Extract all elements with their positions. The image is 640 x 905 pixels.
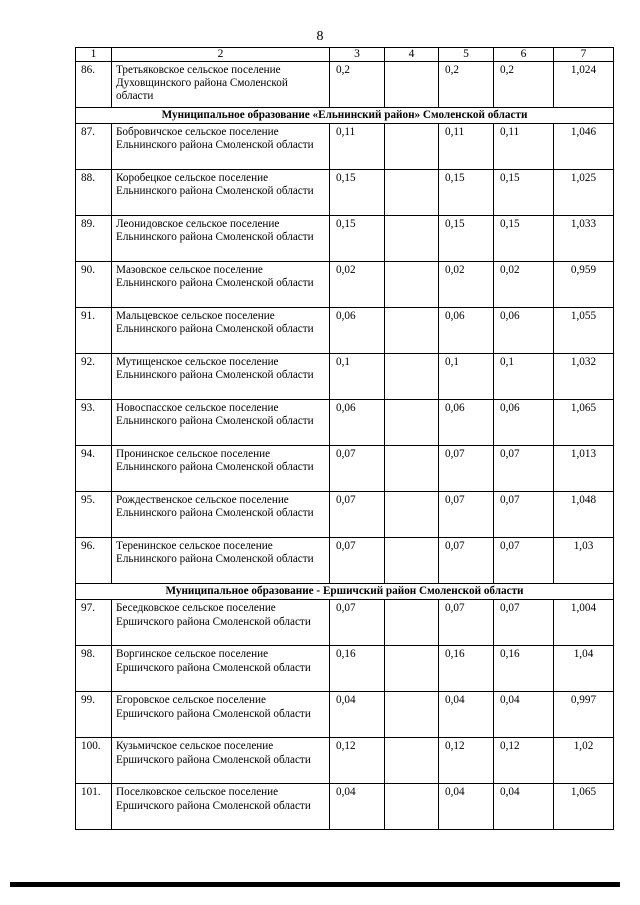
row-number: 97. xyxy=(76,600,112,646)
value-col4 xyxy=(385,216,439,262)
value-col6: 0,07 xyxy=(494,446,554,492)
value-col6: 0,1 xyxy=(494,354,554,400)
table-header-row xyxy=(76,48,614,62)
value-col5: 0,15 xyxy=(439,170,494,216)
value-col3: 0,15 xyxy=(330,216,385,262)
coefficient-col7: 1,02 xyxy=(554,738,614,784)
table-row xyxy=(76,400,614,446)
settlement-name: Поселковское сельское поселение Ершичского района Смоленской области xyxy=(112,784,330,830)
section-header-row xyxy=(76,584,614,600)
settlement-name: Воргинское сельское поселение Ершичского района Смоленской области xyxy=(112,646,330,692)
value-col5: 0,2 xyxy=(439,62,494,108)
coefficient-col7: 1,013 xyxy=(554,446,614,492)
table-row xyxy=(76,692,614,738)
table-row xyxy=(76,784,614,830)
settlement-name: Мазовское сельское поселение Ельнинского района Смоленской области xyxy=(112,262,330,308)
value-col6: 0,06 xyxy=(494,400,554,446)
row-number: 87. xyxy=(76,124,112,170)
section-header-row xyxy=(76,108,614,124)
value-col3: 0,06 xyxy=(330,400,385,446)
table-row xyxy=(76,600,614,646)
coefficient-col7: 1,065 xyxy=(554,784,614,830)
settlement-name: Третьяковское сельское поселение Духовщинского района Смоленской области xyxy=(112,62,330,108)
settlement-name: Рождественское сельское поселение Ельнинского района Смоленской области xyxy=(112,492,330,538)
value-col6: 0,15 xyxy=(494,216,554,262)
coefficient-col7: 1,024 xyxy=(554,62,614,108)
value-col3: 0,04 xyxy=(330,692,385,738)
value-col6: 0,07 xyxy=(494,492,554,538)
value-col4 xyxy=(385,354,439,400)
value-col5: 0,11 xyxy=(439,124,494,170)
value-col6: 0,02 xyxy=(494,262,554,308)
value-col6: 0,2 xyxy=(494,62,554,108)
coefficient-col7: 1,065 xyxy=(554,400,614,446)
row-number: 92. xyxy=(76,354,112,400)
row-number: 91. xyxy=(76,308,112,354)
settlement-name: Коробецкое сельское поселение Ельнинского района Смоленской области xyxy=(112,170,330,216)
column-header: 4 xyxy=(385,48,439,62)
coefficient-col7: 1,048 xyxy=(554,492,614,538)
value-col3: 0,1 xyxy=(330,354,385,400)
value-col5: 0,1 xyxy=(439,354,494,400)
value-col4 xyxy=(385,262,439,308)
coefficient-col7: 1,04 xyxy=(554,646,614,692)
value-col6: 0,06 xyxy=(494,308,554,354)
value-col4 xyxy=(385,62,439,108)
settlement-name: Кузьмичское сельское поселение Ершичского района Смоленской области xyxy=(112,738,330,784)
column-header: 7 xyxy=(554,48,614,62)
value-col5: 0,04 xyxy=(439,692,494,738)
value-col4 xyxy=(385,124,439,170)
value-col3: 0,12 xyxy=(330,738,385,784)
value-col5: 0,02 xyxy=(439,262,494,308)
table-row xyxy=(76,262,614,308)
settlement-name: Мутищенское сельское поселение Ельнинского района Смоленской области xyxy=(112,354,330,400)
value-col3: 0,2 xyxy=(330,62,385,108)
row-number: 89. xyxy=(76,216,112,262)
value-col6: 0,04 xyxy=(494,692,554,738)
value-col6: 0,11 xyxy=(494,124,554,170)
value-col3: 0,15 xyxy=(330,170,385,216)
row-number: 98. xyxy=(76,646,112,692)
coefficient-col7: 1,046 xyxy=(554,124,614,170)
coefficient-col7: 0,959 xyxy=(554,262,614,308)
table-row xyxy=(76,738,614,784)
value-col4 xyxy=(385,170,439,216)
settlement-name: Бобровичское сельское поселение Ельнинского района Смоленской области xyxy=(112,124,330,170)
table-row xyxy=(76,62,614,108)
coefficient-col7: 1,033 xyxy=(554,216,614,262)
settlement-name: Теренинское сельское поселение Ельнинского района Смоленской области xyxy=(112,538,330,584)
value-col3: 0,07 xyxy=(330,446,385,492)
settlement-name: Леонидовское сельское поселение Ельнинского района Смоленской области xyxy=(112,216,330,262)
row-number: 96. xyxy=(76,538,112,584)
value-col5: 0,07 xyxy=(439,600,494,646)
coefficient-col7: 1,032 xyxy=(554,354,614,400)
value-col6: 0,07 xyxy=(494,600,554,646)
table-row xyxy=(76,308,614,354)
page-number: 8 xyxy=(316,29,324,44)
value-col6: 0,07 xyxy=(494,538,554,584)
column-header: 1 xyxy=(76,48,112,62)
value-col5: 0,07 xyxy=(439,538,494,584)
value-col4 xyxy=(385,446,439,492)
settlement-name: Мальцевское сельское поселение Ельнинского района Смоленской области xyxy=(112,308,330,354)
table-row xyxy=(76,170,614,216)
value-col4 xyxy=(385,492,439,538)
row-number: 100. xyxy=(76,738,112,784)
settlement-name: Новоспасское сельское поселение Ельнинского района Смоленской области xyxy=(112,400,330,446)
value-col3: 0,07 xyxy=(330,538,385,584)
value-col6: 0,15 xyxy=(494,170,554,216)
table-body xyxy=(76,48,614,830)
coefficient-col7: 0,997 xyxy=(554,692,614,738)
value-col4 xyxy=(385,400,439,446)
coefficient-col7: 1,03 xyxy=(554,538,614,584)
settlement-name: Егоровское сельское поселение Ершичского района Смоленской области xyxy=(112,692,330,738)
value-col4 xyxy=(385,646,439,692)
settlement-name: Пронинское сельское поселение Ельнинского района Смоленской области xyxy=(112,446,330,492)
row-number: 101. xyxy=(76,784,112,830)
value-col5: 0,16 xyxy=(439,646,494,692)
value-col3: 0,07 xyxy=(330,600,385,646)
row-number: 88. xyxy=(76,170,112,216)
value-col6: 0,04 xyxy=(494,784,554,830)
value-col3: 0,07 xyxy=(330,492,385,538)
value-col4 xyxy=(385,538,439,584)
column-header: 2 xyxy=(112,48,330,62)
value-col3: 0,11 xyxy=(330,124,385,170)
table-row xyxy=(76,646,614,692)
row-number: 93. xyxy=(76,400,112,446)
value-col3: 0,06 xyxy=(330,308,385,354)
row-number: 90. xyxy=(76,262,112,308)
coefficient-col7: 1,055 xyxy=(554,308,614,354)
row-number: 99. xyxy=(76,692,112,738)
value-col4 xyxy=(385,738,439,784)
bottom-rule xyxy=(10,882,620,887)
value-col5: 0,07 xyxy=(439,492,494,538)
value-col5: 0,07 xyxy=(439,446,494,492)
value-col5: 0,15 xyxy=(439,216,494,262)
table-row xyxy=(76,446,614,492)
column-header: 6 xyxy=(494,48,554,62)
column-header: 5 xyxy=(439,48,494,62)
value-col4 xyxy=(385,308,439,354)
value-col5: 0,06 xyxy=(439,308,494,354)
table-row xyxy=(76,492,614,538)
value-col3: 0,02 xyxy=(330,262,385,308)
table-row xyxy=(76,124,614,170)
row-number: 95. xyxy=(76,492,112,538)
table-row xyxy=(76,354,614,400)
table-row xyxy=(76,216,614,262)
value-col6: 0,16 xyxy=(494,646,554,692)
settlements-table xyxy=(75,47,614,830)
value-col4 xyxy=(385,600,439,646)
value-col3: 0,16 xyxy=(330,646,385,692)
section-title: Муниципальное образование «Ельнинский район» Смоленской области xyxy=(76,108,614,124)
value-col6: 0,12 xyxy=(494,738,554,784)
value-col5: 0,12 xyxy=(439,738,494,784)
value-col3: 0,04 xyxy=(330,784,385,830)
column-header: 3 xyxy=(330,48,385,62)
value-col4 xyxy=(385,692,439,738)
value-col5: 0,04 xyxy=(439,784,494,830)
value-col5: 0,06 xyxy=(439,400,494,446)
section-title: Муниципальное образование - Ершичский район Смоленской области xyxy=(76,584,614,600)
coefficient-col7: 1,025 xyxy=(554,170,614,216)
coefficient-col7: 1,004 xyxy=(554,600,614,646)
settlement-name: Беседковское сельское поселение Ершичского района Смоленской области xyxy=(112,600,330,646)
value-col4 xyxy=(385,784,439,830)
row-number: 86. xyxy=(76,62,112,108)
row-number: 94. xyxy=(76,446,112,492)
table-row xyxy=(76,538,614,584)
